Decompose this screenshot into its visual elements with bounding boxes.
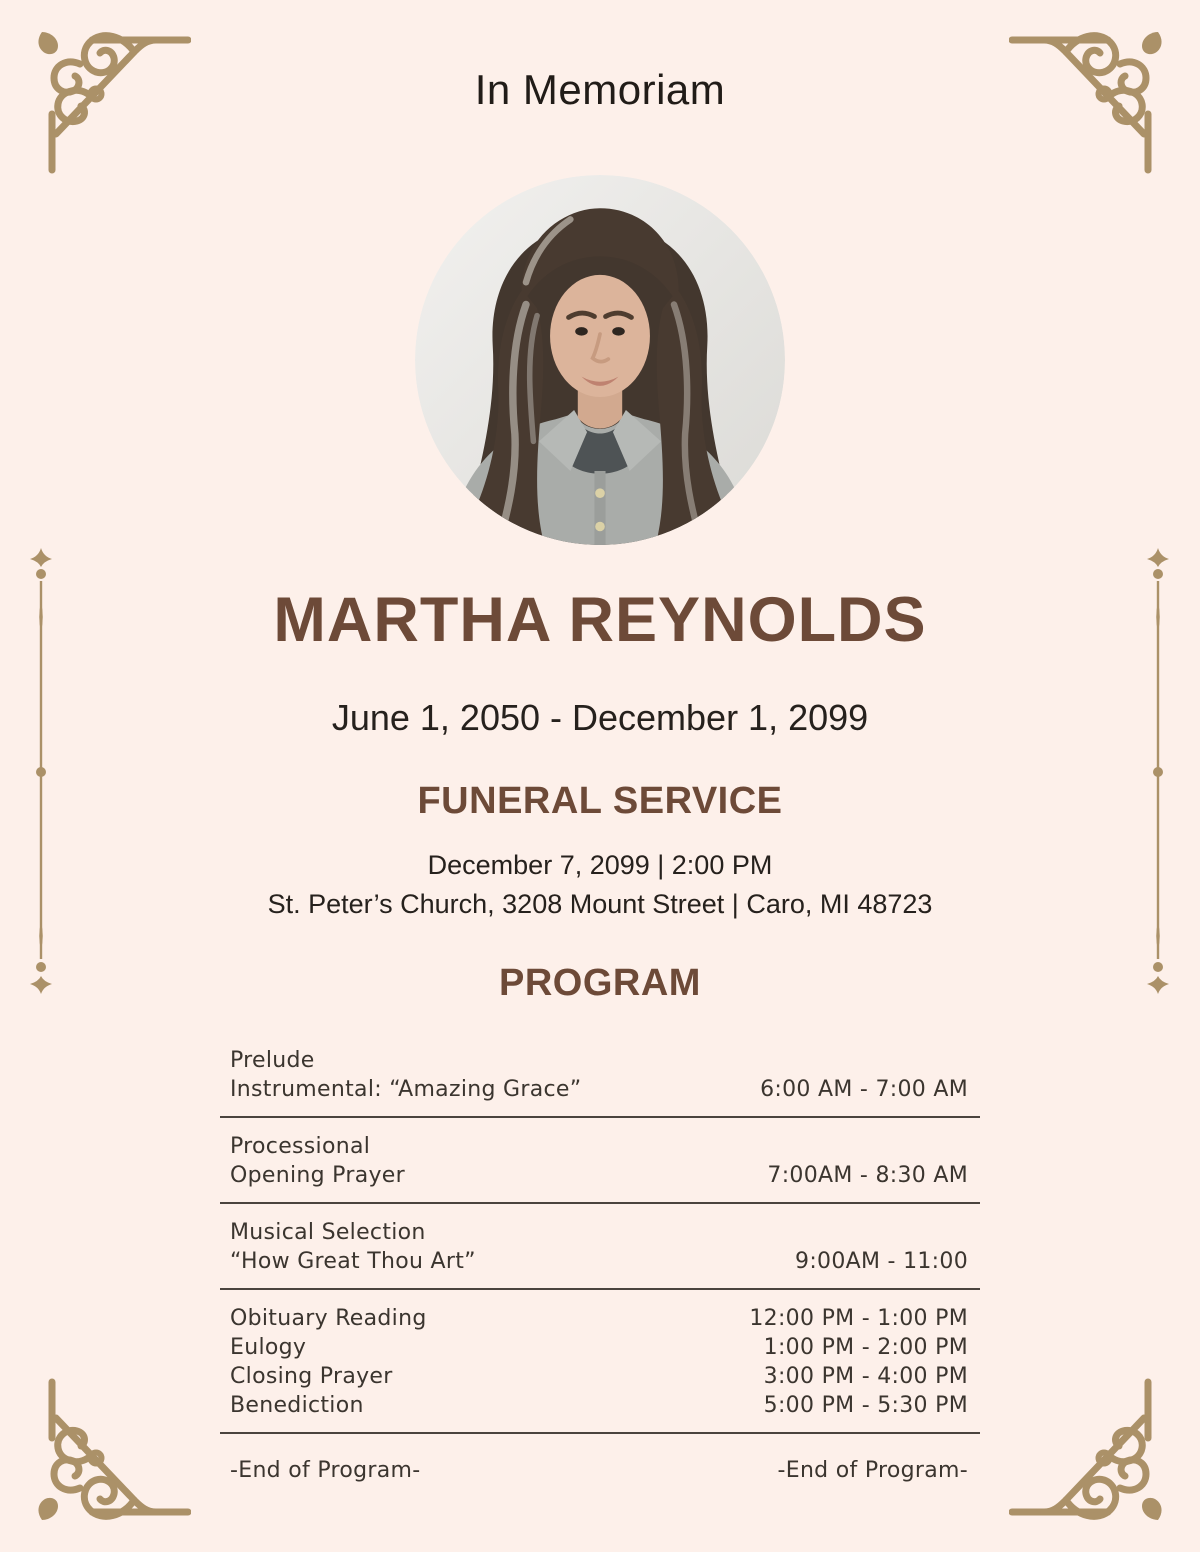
page-title: In Memoriam <box>474 66 726 113</box>
program-item-time: 9:00AM - 11:00 <box>795 1249 968 1274</box>
program-section <box>220 1132 980 1204</box>
program-item-label: Instrumental: “Amazing Grace” <box>230 1077 582 1102</box>
program-item-label: Eulogy <box>230 1335 307 1360</box>
program-end-row <box>220 1448 980 1485</box>
program-item-time: 12:00 PM - 1:00 PM <box>749 1306 968 1331</box>
program-section <box>220 1304 980 1434</box>
program-item-label: “How Great Thou Art” <box>230 1249 476 1274</box>
program-section <box>220 1046 980 1118</box>
program-row <box>230 1218 968 1247</box>
end-of-program-right: -End of Program- <box>777 1458 968 1483</box>
program-item-time: 1:00 PM - 2:00 PM <box>763 1335 968 1360</box>
program-row <box>230 1161 968 1190</box>
program-item-label: Benediction <box>230 1393 364 1418</box>
program-heading: PROGRAM <box>499 962 701 1004</box>
program-item-time: 3:00 PM - 4:00 PM <box>763 1364 968 1389</box>
program-item-label: Opening Prayer <box>230 1163 405 1188</box>
corner-flourish-icon <box>1009 1378 1194 1550</box>
program-item-time: 7:00AM - 8:30 AM <box>767 1163 968 1188</box>
program-item-label: Prelude <box>230 1048 315 1073</box>
program-row <box>230 1391 968 1420</box>
program-row <box>230 1075 968 1104</box>
program-item-label: Processional <box>230 1134 371 1159</box>
funeral-service-heading: FUNERAL SERVICE <box>417 780 783 822</box>
program-row <box>230 1247 968 1276</box>
end-of-program-left: -End of Program- <box>230 1458 421 1483</box>
lifespan-dates: June 1, 2050 - December 1, 2099 <box>331 697 869 738</box>
corner-flourish-icon <box>6 1378 191 1550</box>
portrait-photo <box>415 175 785 545</box>
program-item-time: 5:00 PM - 5:30 PM <box>763 1393 968 1418</box>
service-location: St. Peter’s Church, 3208 Mount Street | Caro, MI 48723 <box>267 889 933 919</box>
program-row <box>230 1046 968 1075</box>
deceased-name: MARTHA REYNOLDS <box>273 585 927 655</box>
program-row <box>230 1362 968 1391</box>
program-row <box>230 1333 968 1362</box>
program-item-label: Musical Selection <box>230 1220 426 1245</box>
service-datetime: December 7, 2099 | 2:00 PM <box>427 850 773 880</box>
program-table <box>220 1046 980 1485</box>
program-section <box>220 1218 980 1290</box>
program-row <box>230 1304 968 1333</box>
program-item-label: Closing Prayer <box>230 1364 393 1389</box>
program-item-label: Obituary Reading <box>230 1306 427 1331</box>
program-row <box>230 1132 968 1161</box>
program-item-time: 6:00 AM - 7:00 AM <box>760 1077 968 1102</box>
